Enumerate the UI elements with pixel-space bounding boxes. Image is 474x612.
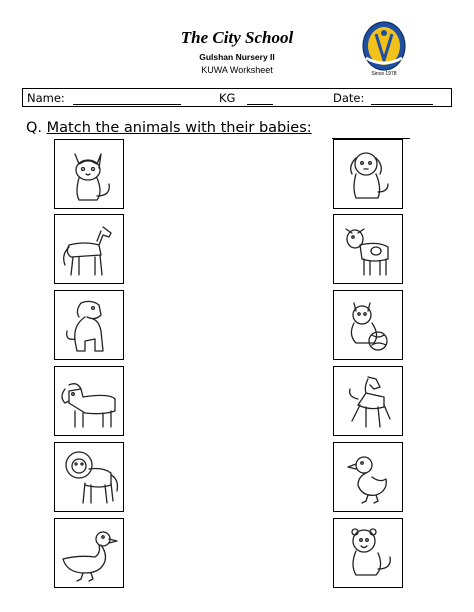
puppy-card[interactable] bbox=[333, 139, 403, 209]
horse-icon bbox=[55, 215, 123, 283]
cat-icon bbox=[55, 140, 123, 208]
name-field[interactable] bbox=[73, 104, 181, 105]
lion-card[interactable] bbox=[54, 442, 124, 512]
student-info-box bbox=[22, 88, 452, 107]
class-label: KG bbox=[219, 91, 236, 105]
name-label: Name: bbox=[27, 91, 65, 105]
foal-icon bbox=[334, 367, 402, 435]
lion-cub-icon bbox=[334, 519, 402, 587]
cow-card[interactable] bbox=[54, 366, 124, 436]
lion-cub-card[interactable] bbox=[333, 518, 403, 588]
foal-card[interactable] bbox=[333, 366, 403, 436]
lion-icon bbox=[55, 443, 123, 511]
class-field[interactable] bbox=[247, 104, 273, 105]
question bbox=[26, 120, 312, 136]
horse-card[interactable] bbox=[54, 214, 124, 284]
question-prefix: Q. bbox=[26, 120, 43, 136]
calf-icon bbox=[334, 215, 402, 283]
duck-card[interactable] bbox=[54, 518, 124, 588]
kitten-card[interactable] bbox=[333, 290, 403, 360]
duckling-card[interactable] bbox=[333, 442, 403, 512]
duck-icon bbox=[55, 519, 123, 587]
worksheet-title: KUWA Worksheet bbox=[201, 65, 273, 75]
question-text: Match the animals with their babies: bbox=[46, 120, 312, 136]
duckling-icon bbox=[334, 443, 402, 511]
school-name: The City School bbox=[180, 28, 294, 47]
cat-card[interactable] bbox=[54, 139, 124, 209]
puppy-icon bbox=[334, 140, 402, 208]
dog-icon bbox=[55, 291, 123, 359]
cow-icon bbox=[55, 367, 123, 435]
kitten-icon bbox=[334, 291, 402, 359]
dog-card[interactable] bbox=[54, 290, 124, 360]
campus-name: Gulshan Nursery II bbox=[199, 52, 275, 62]
logo-since-text: Since 1978 bbox=[371, 71, 397, 77]
calf-card[interactable] bbox=[333, 214, 403, 284]
date-label: Date: bbox=[333, 91, 365, 105]
date-field[interactable] bbox=[371, 104, 433, 105]
